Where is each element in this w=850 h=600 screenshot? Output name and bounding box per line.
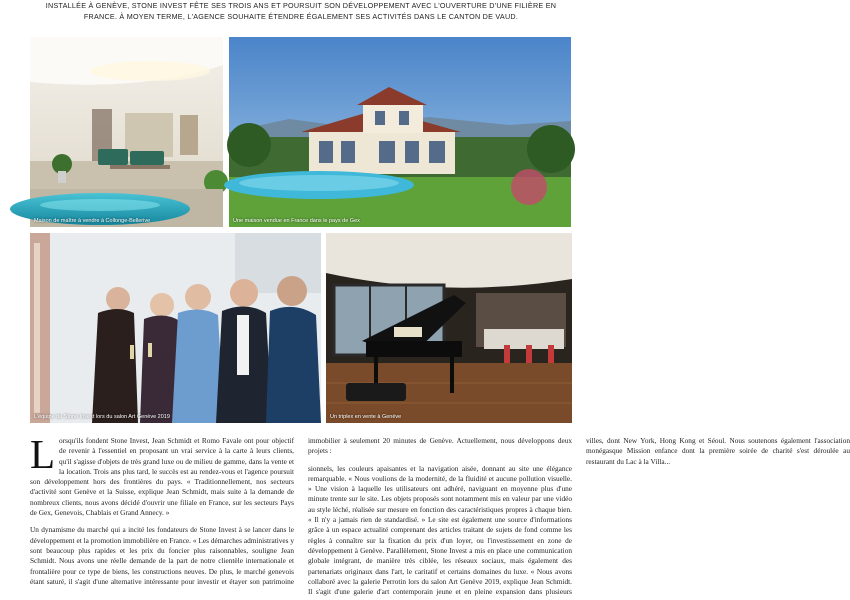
article-paragraph: Un dynamisme du marché qui a incité les fondateurs de Stone Invest à se lancer dans le développement et la promotion immobilière en France. « Les démarches administratives y sont beaucoup plus rapides et les prix du foncier plus raisonnables, souligne Jean Schmidt. Nous avons une réelle demande de la part de notre clientèle internationale et frontalière pour ce type de biens, les constructions neuves. De plus, le marché genevois étant saturé, il s'agit d'une alternative intéressante pour investir et étayer son patrimoine immobilier à seulement 20 minutes de Genève. Actuellement, nous développons deux projets : <box>30 436 572 586</box>
photo-team-gallery <box>30 233 321 423</box>
drop-cap: L <box>30 431 56 477</box>
article-paragraph: Lorsqu'ils fondent Stone Invest, Jean Schmidt et Romo Favale ont pour objectif de revenir à l'essentiel en proposant un vrai service à la carte à leurs clients, qu'il s'agisse d'objets de très grand luxe ou de milieu de gamme, dans la vente et la location. Trois ans plus tard, le succès est au rendez-vous et l'agence poursuit son développement hors des frontières du pays. « Traditionnellement, nos secteurs d'activité sont Genève et la Suisse, explique Jean Schmidt, mais suite à la demande de nombreux clients, nous avons décidé d'ouvrir une filiale en France, sur les secteurs Pays de Gex, Genevois, Chablais et Grand Annecy. » <box>30 431 294 518</box>
intro-text: INSTALLÉE À GENÈVE, STONE INVEST FÊTE SES TROIS ANS ET POURSUIT SON DÉVELOPPEMENT AVEC L'OUVERTURE D'UNE FILIÈRE EN FRANCE. À MOYEN TERME, L'AGENCE SOUHAITE ÉTENDRE ÉGALEMENT SES ACTIVITÉS DANS LE CANTON DE VAUD. <box>45 1 557 21</box>
photo-caption: Une maison vendue en France dans le pays de Gex <box>233 218 360 224</box>
photo-villa-pool <box>229 37 571 227</box>
photo-caption: Un triplex en vente à Genève <box>330 414 402 420</box>
article-body <box>30 431 850 600</box>
photo-interior-pool <box>30 37 223 227</box>
article-paragraph: sionnels, les couleurs apaisantes et la navigation aisée, donnant au site une élégance remarquable. « Nous voulions de la modernité, de la fluidité et aucune pollution visuelle. » Une vision à laquelle les utilisateurs ont adhéré, naviguant en moyenne plus d'une minute trente sur le site. Les objets proposés sont notamment mis en valeur par une vidéo au style léché, réalisée sur mesure en fonction des caractéristiques propres à chaque bien. « Il n'y a jamais rien de standardisé. » Le site est également une source d'informations grâce à un espace actualité comprenant des articles traitant de sujets de fond comme les règles à connaître sur la fixation du prix d'un loyer, ou l'investissement en zone de développement à Genève. Parallèlement, Stone Invest a mis en place une communication globale intégrant, de manière très ciblée, les réseaux sociaux, mais également des partenariats originaux dans l'art, le caritatif et certains domaines du luxe. « Nous avons collaboré avec la galerie Perrotin lors du salon Art Genève 2019, explique Jean Schmidt. Il s'agit d'une galerie d'art contemporain jeune et en pleine expansion dans plusieurs villes, dont New York, Hong Kong et Séoul. Nous soutenons également l'association monégasque Mission enfance dont la première soirée de charité s'est déroulée au restaurant du Lac à la Villa... <box>308 436 850 597</box>
photo-caption: Maison de maître à vendre à Collonge-Bellerive <box>34 218 151 224</box>
photo-caption: L'équipe de Stone Invest lors du salon Art Genève 2019 <box>34 414 170 420</box>
photo-triplex-piano <box>326 233 572 423</box>
